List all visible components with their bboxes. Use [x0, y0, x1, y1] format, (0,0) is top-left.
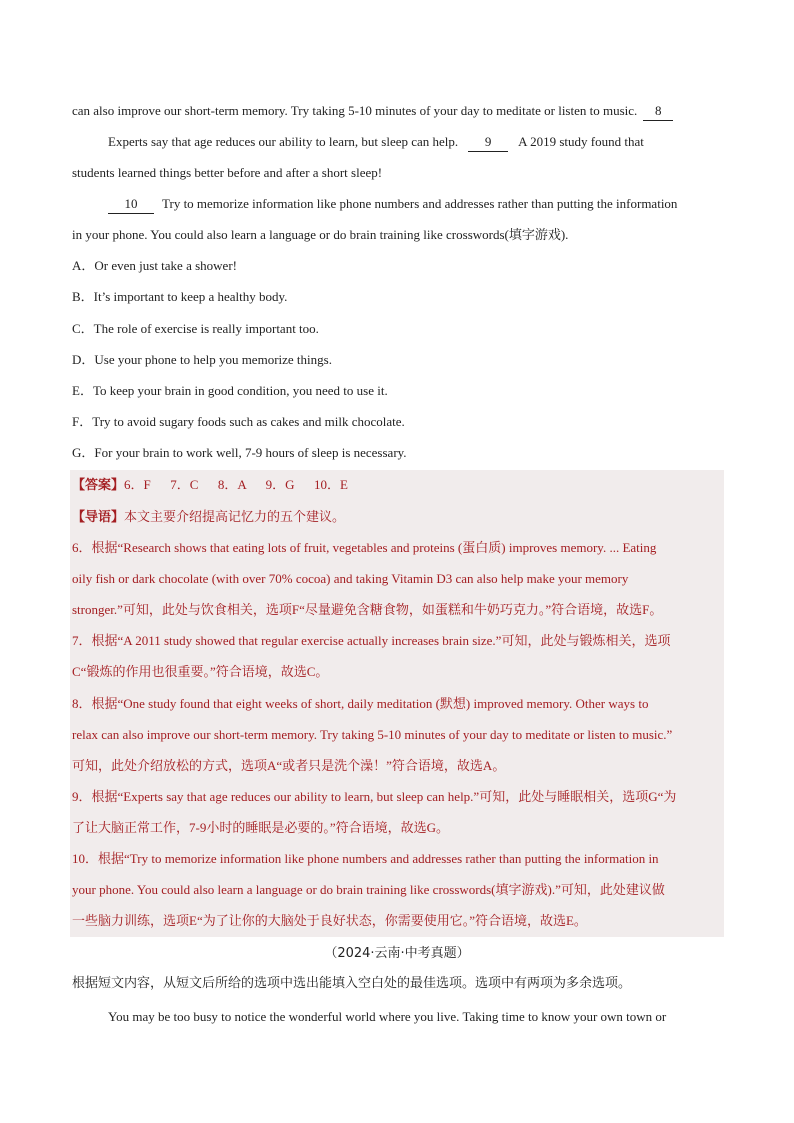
instruction-text: 根据短文内容，从短文后所给的选项中选出能填入空白处的最佳选项。选项中有两项为多余选项。 — [72, 976, 632, 991]
explanation-line: relax can also improve our short-term memory. Try taking 5-10 minutes of your day to meditate or listen to music.” — [72, 727, 673, 742]
explanation-line: oily fish or dark chocolate (with over 70% cocoa) and taking Vitamin D3 can also help make your memory — [72, 571, 629, 586]
explanation-line: 7．根据“A 2011 study showed that regular exercise actually increases brain size.”可知，此处与锻炼相关，选项 — [72, 633, 671, 648]
blank-10: 10 — [108, 195, 154, 214]
passage-line-4: 10 Try to memorize information like phone numbers and addresses rather than putting the information — [108, 195, 722, 214]
explanation-line: 了让大脑正常工作，7-9小时的睡眠是必要的。”符合语境，故选G。 — [72, 820, 449, 835]
passage-line-3: students learned things better before and after a short sleep! — [72, 165, 383, 180]
answer-label: 【答案】 — [72, 478, 125, 493]
answer-values: 6．F 7．C 8．A 9．G 10．E — [124, 477, 348, 492]
explanation-line: 可知，此处介绍放松的方式，选项A“或者只是洗个澡！”符合语境，故选A。 — [72, 758, 506, 773]
explanation-line: stronger.”可知，此处与饮食相关，选项F“尽量避免含糖食物，如蛋糕和牛奶巧克力。”符合语境，故选F。 — [72, 602, 663, 617]
option-c: C．The role of exercise is really important too. — [72, 321, 319, 336]
explanation-line: 9．根据“Experts say that age reduces our ability to learn, but sleep can help.”可知，此处与睡眠相关，选项G“为 — [72, 789, 677, 804]
guide-line — [72, 508, 722, 527]
option-d: D．Use your phone to help you memorize things. — [72, 352, 332, 367]
passage-line-1: can also improve our short-term memory. Try taking 5-10 minutes of your day to meditate or listen to music. 8 — [72, 102, 722, 121]
blank-8: 8 — [643, 102, 673, 121]
option-e: E．To keep your brain in good condition, you need to use it. — [72, 383, 388, 398]
explanation-line: your phone. You could also learn a language or do brain training like crosswords(填字游戏).”可知，此处建议做 — [72, 882, 665, 897]
explanation-line: 8．根据“One study found that eight weeks of short, daily meditation (默想) improved memory. Other ways to — [72, 696, 649, 711]
guide-label: 【导语】 — [72, 510, 125, 525]
explanation-line: 6．根据“Research shows that eating lots of fruit, vegetables and proteins (蛋白质) improves memory. ... Eating — [72, 540, 657, 555]
answer-line — [72, 476, 722, 495]
guide-text: 本文主要介绍提高记忆力的五个建议。 — [124, 510, 346, 525]
blank-9: 9 — [468, 133, 508, 152]
explanation-line: C“锻炼的作用也很重要。”符合语境，故选C。 — [72, 664, 329, 679]
passage-line-2: Experts say that age reduces our ability to learn, but sleep can help. 9 A 2019 study found that — [108, 133, 722, 152]
explanation-line: 10．根据“Try to memorize information like phone numbers and addresses rather than putting the information in — [72, 851, 659, 866]
option-a: A．Or even just take a shower! — [72, 258, 237, 273]
option-f: F．Try to avoid sugary foods such as cakes and milk chocolate. — [72, 414, 405, 429]
option-g: G．For your brain to work well, 7-9 hours of sleep is necessary. — [72, 445, 407, 460]
next-passage-line-1: You may be too busy to notice the wonderful world where you live. Taking time to know your own town or — [108, 1009, 667, 1024]
passage-line-5: in your phone. You could also learn a language or do brain training like crosswords(填字游戏). — [72, 227, 569, 242]
source-label: （2024·云南·中考真题） — [324, 946, 470, 961]
option-b: B．It’s important to keep a healthy body. — [72, 289, 288, 304]
explanation-line: 一些脑力训练，选项E“为了让你的大脑处于良好状态，你需要使用它。”符合语境，故选E。 — [72, 913, 587, 928]
